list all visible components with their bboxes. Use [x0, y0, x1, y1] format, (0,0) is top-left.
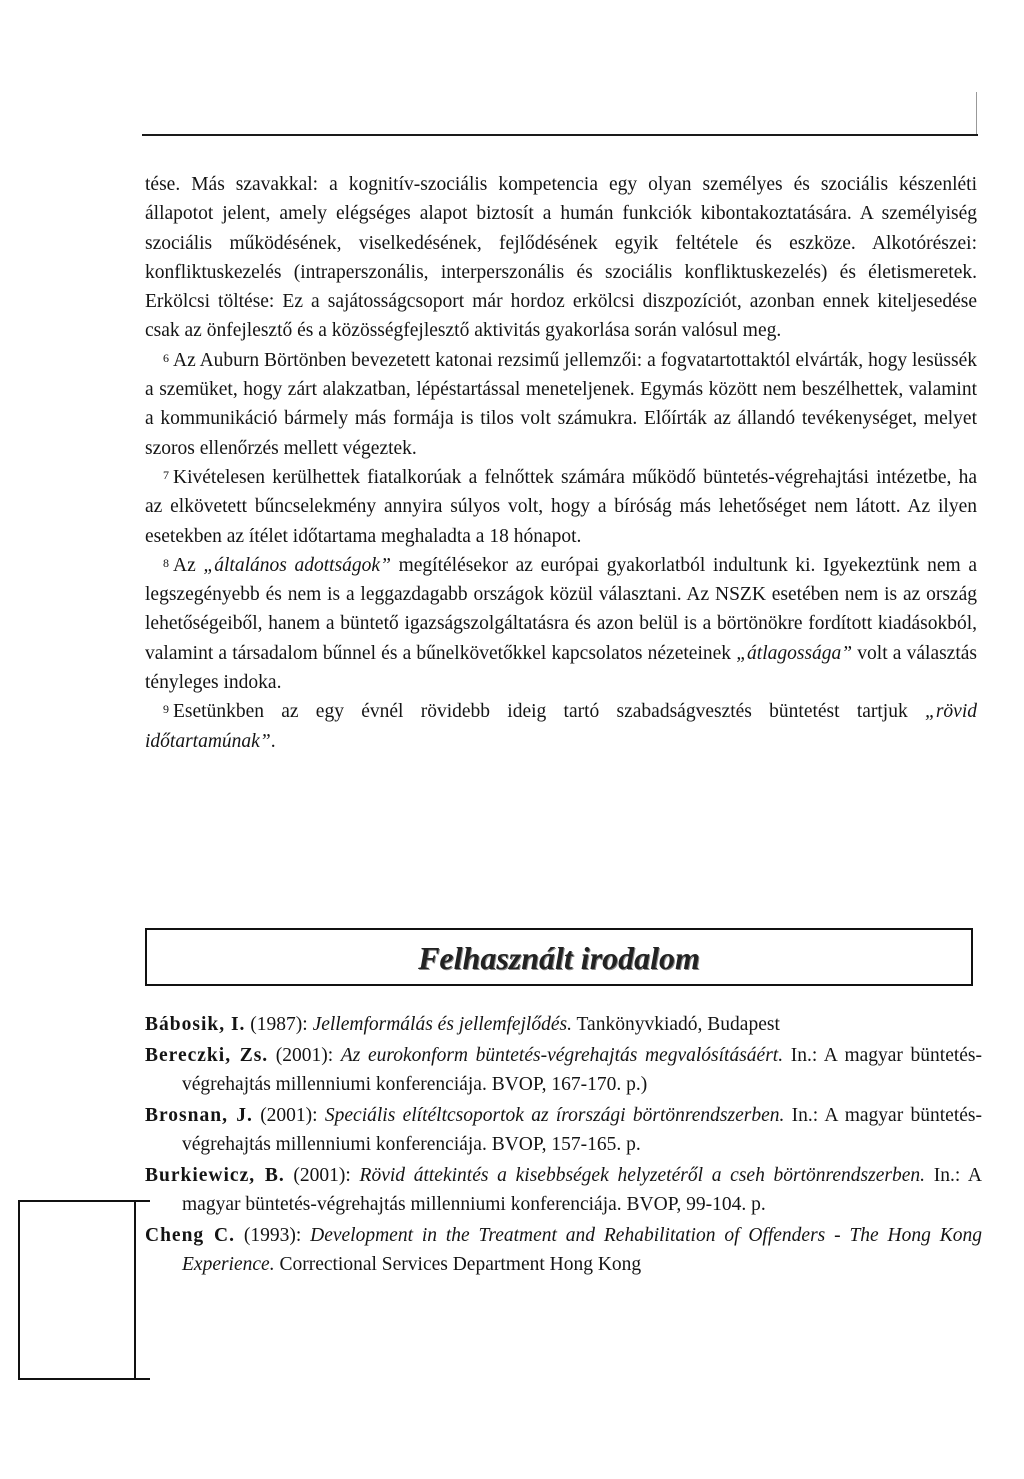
- reference-item: [145, 1041, 982, 1100]
- margin-box-tab-top: [136, 1200, 150, 1202]
- reference-year: (2001):: [284, 1164, 360, 1186]
- footnote-text: .: [270, 730, 276, 752]
- footnote-text: Az Auburn Börtönben bevezetett katonai rezsimű jellemzői: a fogvatartottaktól elvárták, hogy lesüssék a szemüket, hogy zárt alakzatban, lépéstartással meneteljenek. Egymás között nem beszélhettek, valamint a kommunikáció bármely más formája is tilos volt számukra. Előírták az állandó tevékenységet, melyet szoros ellenőrzés mellett végeztek.: [145, 349, 977, 459]
- margin-box-tab-bottom: [136, 1378, 150, 1380]
- footnote-number: 7: [163, 467, 169, 482]
- footnote-number: 9: [163, 702, 169, 717]
- reference-title: Jellemformálás és jellemfejlődés.: [312, 1014, 572, 1035]
- reference-item: [145, 1161, 982, 1220]
- reference-list: [145, 1010, 983, 1281]
- footnote-text: Esetünkben az egy évnél rövidebb ideig tartó szabadságvesztés büntetést tartjuk: [173, 701, 925, 723]
- reference-item: [145, 1010, 982, 1040]
- paragraph-continuation: tése. Más szavakkal: a kognitív-szociális kompetencia egy olyan személyes és szociális készenléti állapotot jelent, amely elégséges alapot biztosít a humán funkciók kibontakoztatására. A személyiség szociális működésének, viselkedésének, fejlődésének egyik feltétele és eszköze. Alkotórészei: konfliktuskezelés (intraperszonális, interperszonális és szociális konfliktuskezelés) és életismeretek. Erkölcsi töltése: Ez a sajátosságcsoport már hordoz erkölcsi diszpozíciót, azonban ennek kiteljesedése csak az önfejlesztő és a közösségfejlesztő aktivitás gyakorlása során valósul meg.: [145, 174, 977, 342]
- corner-mark: [976, 92, 977, 134]
- section-heading: Felhasznált irodalom: [418, 940, 700, 976]
- footnote-6: [145, 346, 977, 463]
- footnote-text: volt a választás tényleges indoka.: [145, 642, 978, 694]
- footnote-emphasis: „rövid időtartamúnak”: [145, 701, 977, 752]
- footnote-number: 8: [163, 555, 169, 570]
- footnote-text: megítélésekor az európai gyakorlatból indultunk ki. Igyekeztünk nem a legszegényebb és nem is a leggazdagabb országok közül választani. Az NSZK esetében nem is az ország lehetőségeiből, hanem a büntető igazságszolgáltatásra és azon belül is a börtönökre fordított kiadásokból, valamint a társadalom bűnnel és a bűnelkövetőkkel kapcsolatos nézeteinek: [145, 554, 977, 664]
- footnote-emphasis: „általános adottságok”: [203, 554, 391, 576]
- footnote-emphasis: „átlagossága”: [736, 642, 853, 664]
- reference-source: Correctional Services Department Hong Kong: [274, 1254, 642, 1275]
- header-rule: [142, 134, 978, 136]
- footnote-text: Kivételesen kerülhettek fiatalkorúak a felnőttek számára működő büntetés-végrehajtási intézetbe, ha az elkövetett bűncselekmény annyira súlyos volt, hogy a bíróság más lehetőséget nem látott. Az ilyen esetekben az ítélet időtartama meghaladta a 18 hónapot.: [145, 466, 977, 547]
- reference-year: (1987):: [245, 1014, 313, 1035]
- section-heading-box: [145, 928, 973, 986]
- footnote-text: Az: [173, 554, 204, 576]
- reference-source: In.: A magyar büntetés-végrehajtás millenniumi konferenciája. BVOP, 99-104. p.: [182, 1164, 982, 1215]
- reference-year: (2001):: [268, 1044, 341, 1066]
- footnote-number: 6: [163, 350, 169, 365]
- reference-year: (1993):: [235, 1224, 311, 1246]
- margin-box: [18, 1200, 136, 1380]
- reference-title: Rövid áttekintés a kisebbségek helyzetéről a cseh börtönrendszerben.: [359, 1164, 926, 1186]
- reference-source: In.: A magyar büntetés-végrehajtás millenniumi konferenciája. BVOP, 157-165. p.: [182, 1104, 982, 1155]
- reference-title: Speciális elítéltcsoportok az írországi börtönrendszerben.: [324, 1104, 785, 1126]
- reference-title: Development in the Treatment and Rehabilitation of Offenders - The Hong Kong Experience.: [182, 1224, 983, 1275]
- footnote-7: [145, 463, 977, 551]
- reference-item: [145, 1101, 982, 1160]
- reference-author: Brosnan, J.: [145, 1104, 253, 1126]
- reference-year: (2001):: [252, 1104, 325, 1126]
- reference-author: Bábosik, I.: [145, 1014, 246, 1035]
- reference-title: Az eurokonform büntetés-végrehajtás megvalósításáért.: [340, 1044, 784, 1066]
- footnote-8: [145, 551, 977, 697]
- reference-source: Tankönyvkiadó, Budapest: [571, 1014, 780, 1035]
- reference-author: Bereczki, Zs.: [145, 1044, 269, 1066]
- body-text: [145, 170, 977, 756]
- reference-author: Burkiewicz, B.: [145, 1164, 285, 1186]
- footnote-9: [145, 697, 977, 756]
- reference-source: In.: A magyar büntetés-végrehajtás millenniumi konferenciája. BVOP, 167-170. p.): [182, 1044, 983, 1095]
- reference-item: [145, 1221, 982, 1280]
- reference-author: Cheng C.: [145, 1224, 235, 1246]
